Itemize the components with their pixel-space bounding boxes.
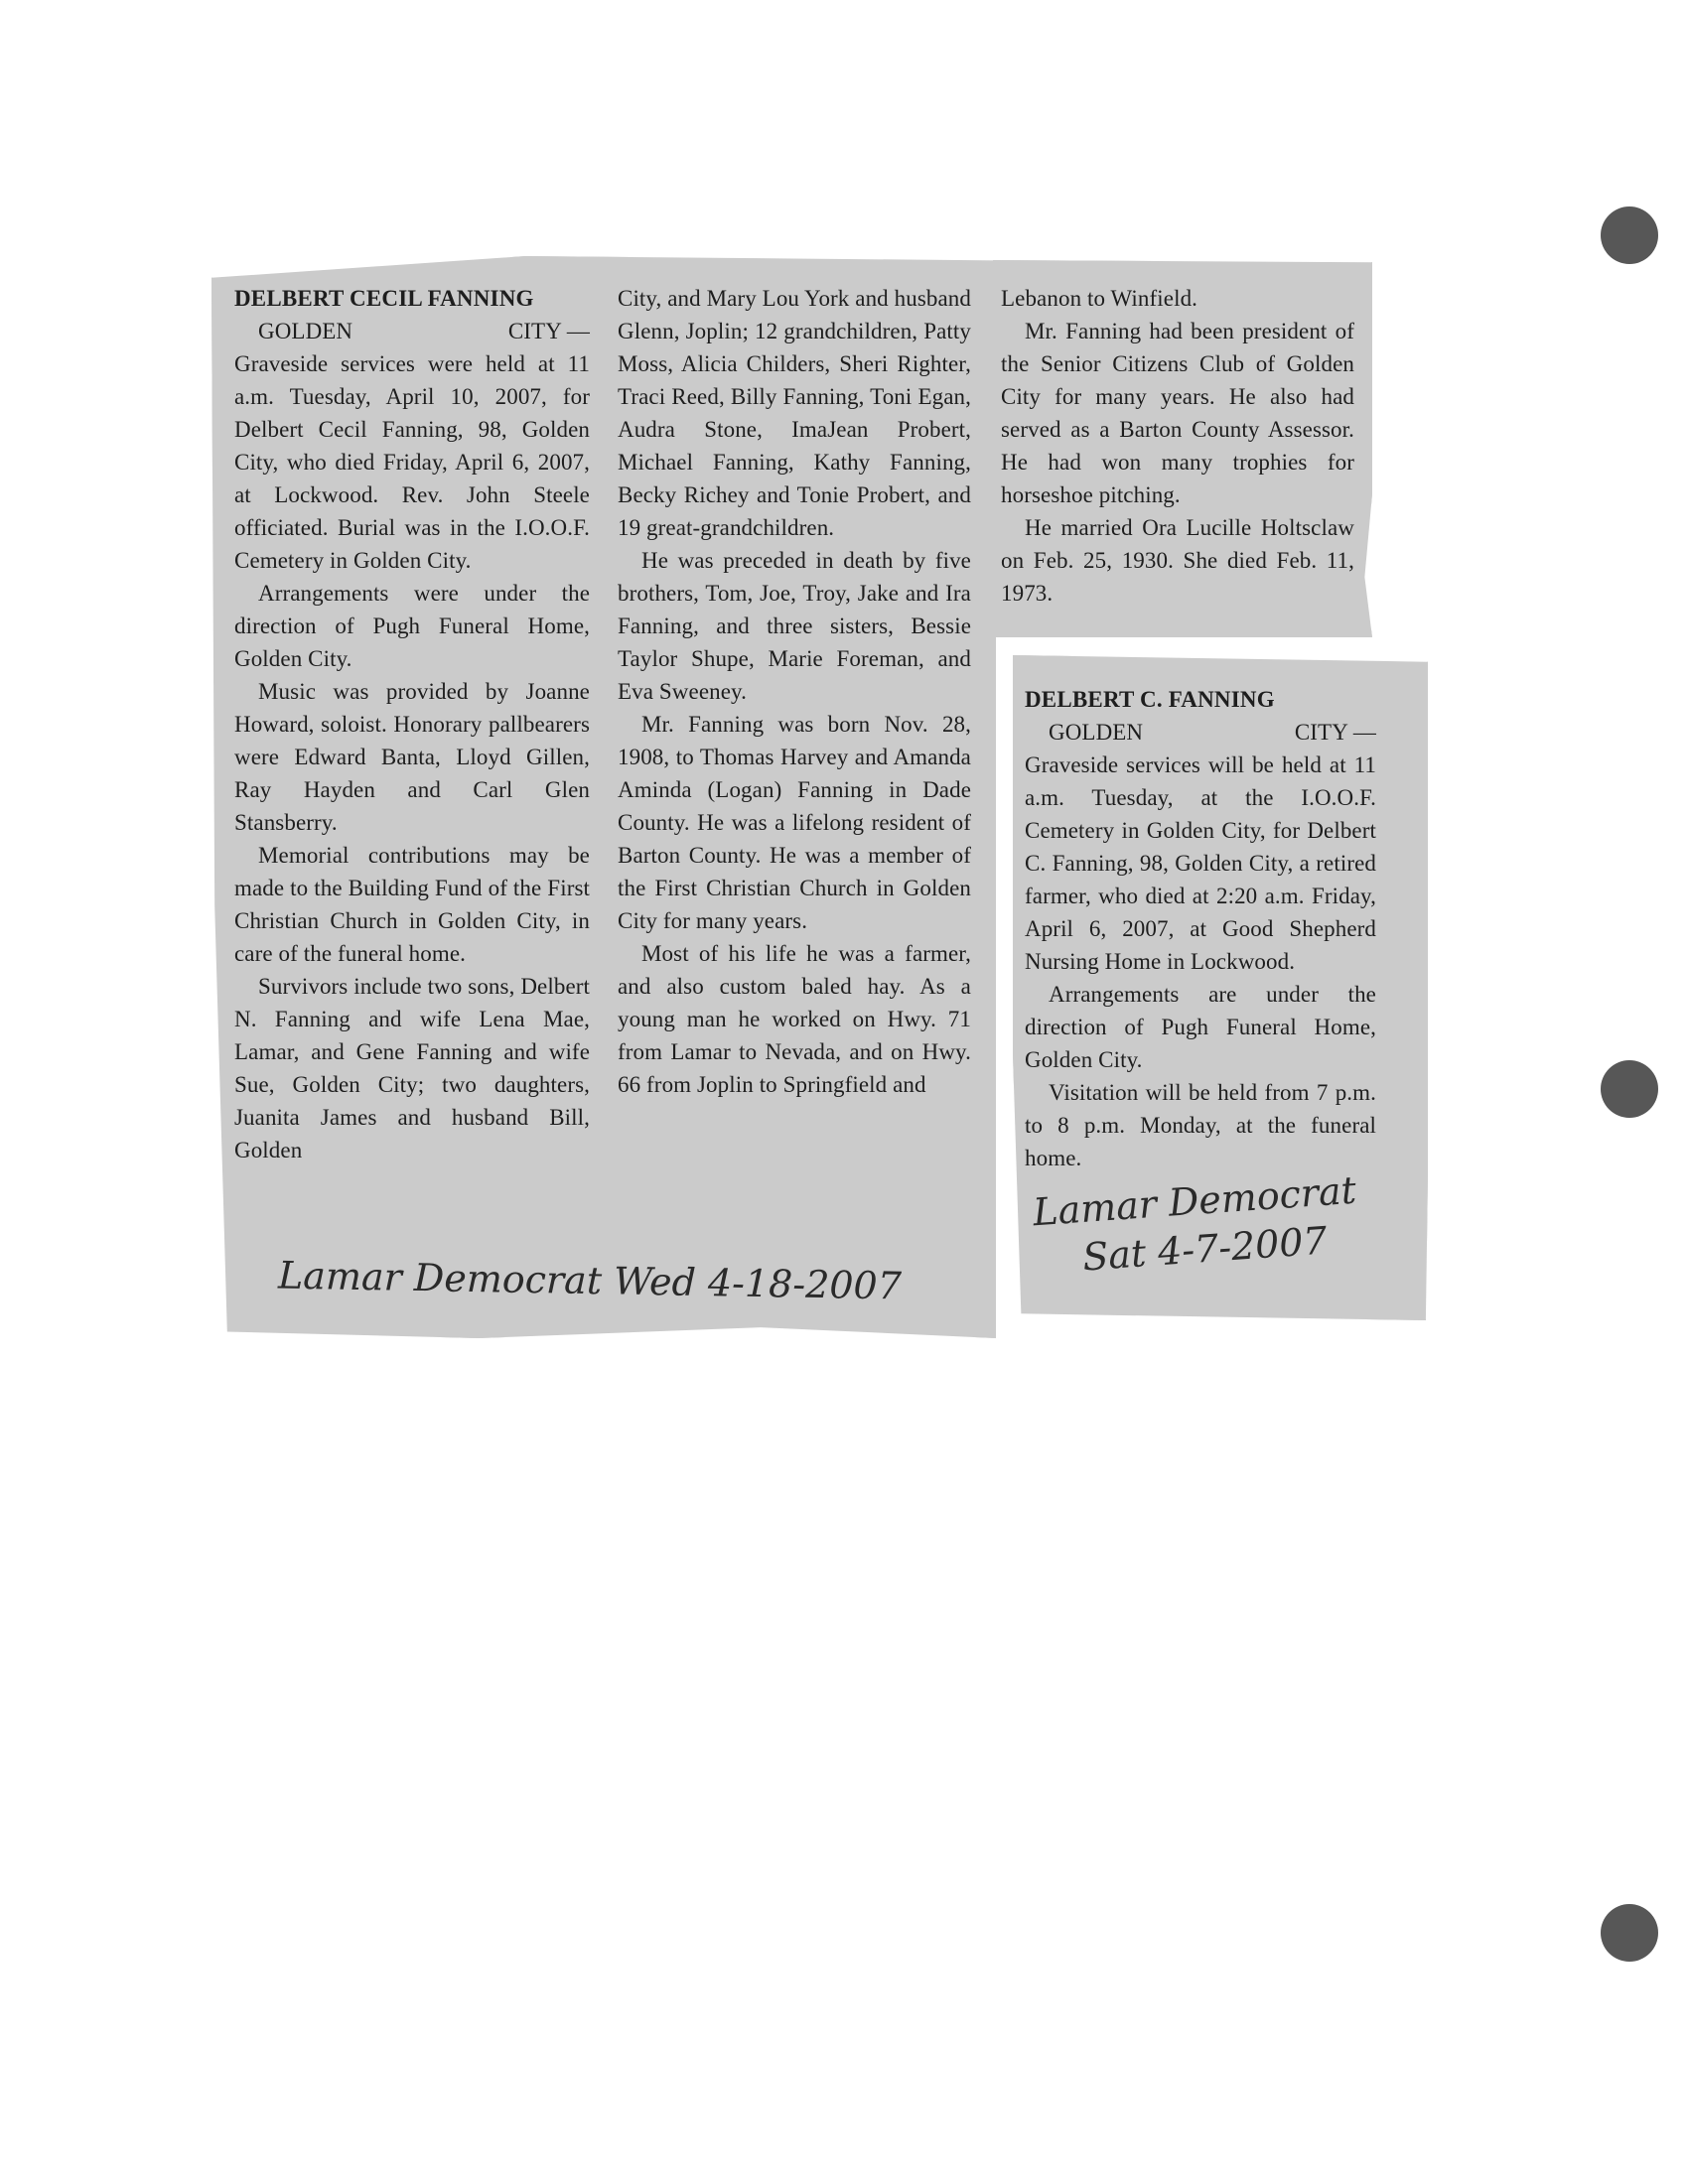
- article-1-paragraph: Music was provided by Joanne Howard, soloist. Honorary pallbearers were Edward Banta, Lloyd Gillen, Ray Hayden and Carl Glen Stansberry.: [234, 679, 590, 835]
- article-1-handwritten-source-note: Lamar Democrat Wed 4-18-2007: [277, 1253, 903, 1308]
- article-1-paragraph: Most of his life he was a farmer, and also custom baled hay. As a young man he worked on Hwy. 71 from Lamar to Nevada, and on Hwy. 66 from Joplin to Springfield and: [618, 941, 971, 1097]
- article-2-paragraph: Arrangements are under the direction of Pugh Funeral Home, Golden City.: [1025, 982, 1376, 1072]
- article-2-handwritten-source-note-line-1: Lamar Democrat: [1031, 1167, 1358, 1235]
- article-1-column-2: [618, 282, 971, 1101]
- article-1-paragraph: Memorial contributions may be made to the Building Fund of the First Christian Church in Golden City, in care of the funeral home.: [234, 843, 590, 966]
- article-1-paragraph: Mr. Fanning had been president of the Senior Citizens Club of Golden City for many years. He also had served as a Barton County Assessor. He had won many trophies for horseshoe pitching.: [1001, 319, 1354, 507]
- article-1-column-1: [234, 282, 590, 1166]
- article-1-paragraph: He married Ora Lucille Holtsclaw on Feb. 25, 1930. She died Feb. 11, 1973.: [1001, 515, 1354, 606]
- article-1-paragraph: City, and Mary Lou York and husband Glenn, Joplin; 12 grandchildren, Patty Moss, Alicia Childers, Sheri Righter, Traci Reed, Billy Fanning, Toni Egan, Audra Stone, ImaJean Probert, Michael Fanning, Kathy Fanning, Becky Richey and Tonie Probert, and 19 great-grandchildren.: [618, 286, 971, 540]
- article-2-column: [1025, 683, 1376, 1174]
- article-2-paragraph: Graveside services will be held at 11 a.m. Tuesday, at the I.O.O.F. Cemetery in Golden City, for Delbert C. Fanning, 98, Golden City, a retired farmer, who died at 2:20 a.m. Friday, April 6, 2007, at Good Shepherd Nursing Home in Lockwood.: [1025, 752, 1376, 974]
- article-1-dateline: GOLDEN CITY —: [258, 319, 590, 343]
- binder-hole-bottom: [1601, 1904, 1658, 1962]
- article-2-handwritten-source-note-line-2: Sat 4-7-2007: [1080, 1218, 1330, 1280]
- article-1-paragraph: Survivors include two sons, Delbert N. Fanning and wife Lena Mae, Lamar, and Gene Fanning and wife Sue, Golden City; two daughters, Juanita James and husband Bill, Golden: [234, 974, 590, 1162]
- article-2-headline: DELBERT C. FANNING: [1025, 687, 1275, 712]
- article-1-paragraph: Graveside services were held at 11 a.m. Tuesday, April 10, 2007, for Delbert Cecil Fanning, 98, Golden City, who died Friday, April 6, 2007, at Lockwood. Rev. John Steele officiated. Burial was in the I.O.O.F. Cemetery in Golden City.: [234, 351, 590, 573]
- article-1-column-3: [1001, 282, 1354, 610]
- article-2-dateline: GOLDEN CITY —: [1049, 720, 1376, 745]
- article-1-paragraph: Lebanon to Winfield.: [1001, 286, 1198, 311]
- article-1-paragraph: Arrangements were under the direction of Pugh Funeral Home, Golden City.: [234, 581, 590, 671]
- binder-hole-middle: [1601, 1060, 1658, 1118]
- article-2-paragraph: Visitation will be held from 7 p.m. to 8 p.m. Monday, at the funeral home.: [1025, 1080, 1376, 1170]
- article-1-headline: DELBERT CECIL FANNING: [234, 286, 534, 311]
- article-1-paragraph: He was preceded in death by five brothers, Tom, Joe, Troy, Jake and Ira Fanning, and three sisters, Bessie Taylor Shupe, Marie Foreman, and Eva Sweeney.: [618, 548, 971, 704]
- binder-hole-top: [1601, 206, 1658, 264]
- article-1-paragraph: Mr. Fanning was born Nov. 28, 1908, to Thomas Harvey and Amanda Aminda (Logan) Fanning in Dade County. He was a lifelong resident of Barton County. He was a member of the First Christian Church in Golden City for many years.: [618, 712, 971, 933]
